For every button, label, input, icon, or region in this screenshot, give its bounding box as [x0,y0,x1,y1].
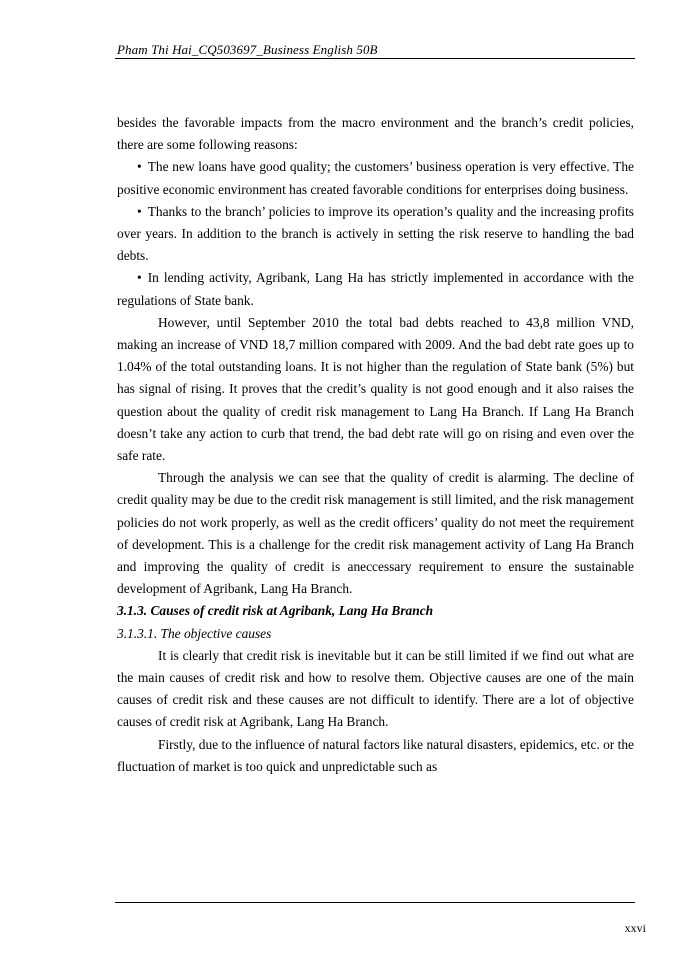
paragraph-analysis: Through the analysis we can see that the quality of credit is alarming. The decline of credit quality may be due to the credit risk management is still limited, and the risk management policies do not work properly, as well as the credit officers’ quality do not meet the requirement of development. This is a challenge for the credit risk management activity of Lang Ha Branch and improving the quality of credit is aneccessary requirement to ensure the sustainable development of Agribank, Lang Ha Branch. [117,470,634,597]
bullet-icon: • [137,159,142,175]
subsection-heading: 3.1.3.1. The objective causes [117,625,272,641]
paragraph-intro: besides the favorable impacts from the macro environment and the branch’s credit policies, there are some following reasons: [117,115,634,153]
bullet-text: Thanks to the branch’ policies to improve its operation’s quality and the increasing profits over years. In addition to the branch is actively in setting the risk reserve to handling the bad debts. [117,203,634,264]
bullet-text: The new loans have good quality; the customers’ business operation is very effective. The positive economic environment has created favorable conditions for enterprises doing business. [117,159,634,197]
footer-rule [115,902,635,903]
page-number: xxvi [624,921,646,935]
paragraph-objective-causes: It is clearly that credit risk is inevitable but it can be still limited if we find out what are the main causes of credit risk and how to resolve them. Objective causes are one of the main causes of credit risk and these causes are not difficult to identify. There are a lot of objective causes of credit risk at Agribank, Lang Ha Branch. [117,647,634,730]
bullet-icon: • [137,203,142,219]
paragraph-bad-debts: However, until September 2010 the total bad debts reached to 43,8 million VND, making an increase of VND 18,7 million compared with 2009. And the bad debt rate goes up to 1.04% of the total outstanding loans. It is not higher than the regulation of State bank (5%) but has signal of rising. It proves that the credit’s quality is not good enough and it also raises the question about the quality of credit risk management to Lang Ha Branch. If Lang Ha Branch doesn’t take any action to curb that trend, the bad debt rate will go on rising and even over the safe rate. [117,314,634,464]
document-body [117,112,634,778]
header-rule [115,58,635,59]
bullet-item-policies [117,201,634,268]
page-header: Pham Thi Hai_CQ503697_Business English 50B [117,42,378,57]
paragraph-firstly: Firstly, due to the influence of natural factors like natural disasters, epidemics, etc. or the fluctuation of market is too quick and unpredictable such as [117,736,634,774]
bullet-item-loans [117,156,634,200]
bullet-item-lending [117,267,634,311]
bullet-text: In lending activity, Agribank, Lang Ha has strictly implemented in accordance with the regulations of State bank. [117,270,634,308]
section-heading: 3.1.3. Causes of credit risk at Agribank, Lang Ha Branch [117,603,434,619]
bullet-icon: • [137,270,142,286]
